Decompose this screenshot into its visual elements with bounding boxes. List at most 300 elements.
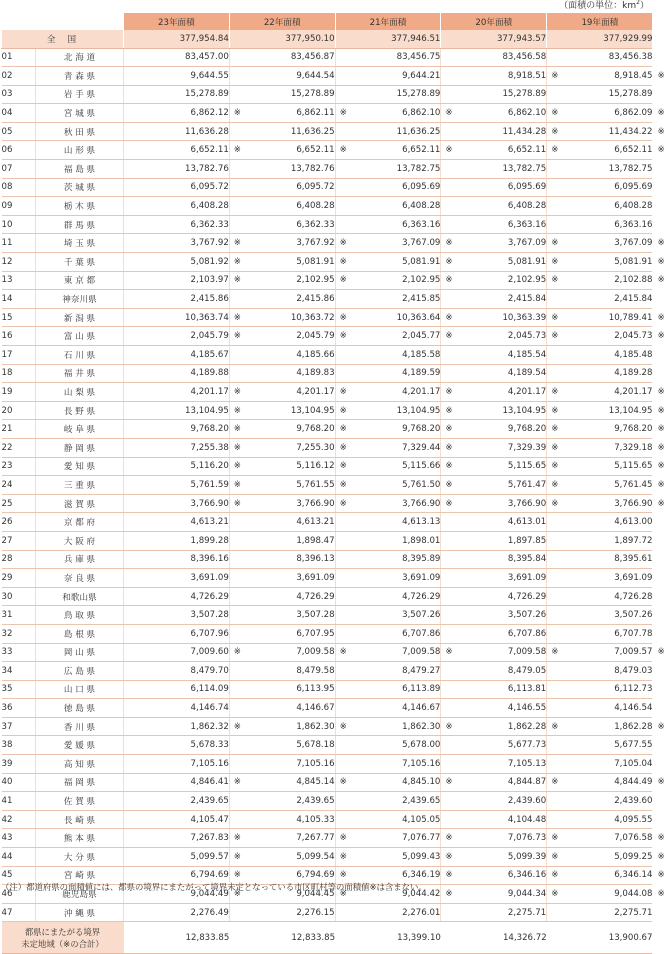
area-value-cell (441, 122, 559, 141)
area-value: 2,275.71 (507, 907, 547, 918)
area-value-cell (547, 476, 665, 495)
area-value-cell (229, 773, 347, 792)
area-value: 15,278.89 (608, 89, 653, 100)
area-value: 7,009.57 (614, 647, 653, 658)
area-value: 5,081.91 (614, 256, 653, 267)
area-value-cell (441, 550, 547, 569)
boundary-mark: ※ (551, 889, 559, 900)
boundary-mark: ※ (657, 461, 665, 472)
area-value: 7,329.44 (402, 442, 441, 453)
area-value: 7,105.16 (190, 758, 229, 769)
area-value-cell (547, 848, 665, 867)
table-row (2, 253, 653, 272)
area-value: 5,761.55 (296, 479, 335, 490)
area-value: 4,189.59 (402, 368, 441, 379)
boundary-mark: ※ (445, 442, 453, 453)
prefecture-name: 香 川 県 (36, 717, 124, 736)
area-value-cell (229, 606, 335, 625)
area-value-cell (229, 531, 335, 550)
area-value-cell (124, 122, 230, 141)
boundary-mark: ※ (657, 424, 665, 435)
prefecture-code: 18 (2, 364, 36, 383)
prefecture-code: 02 (2, 67, 36, 86)
area-value-cell (124, 643, 241, 662)
area-value-cell (124, 848, 241, 867)
area-value-cell (547, 736, 653, 755)
boundary-mark: ※ (233, 647, 241, 658)
area-value: 4,845.10 (402, 777, 441, 788)
area-value: 9,768.20 (402, 424, 441, 435)
area-value: 3,691.09 (614, 572, 653, 583)
area-value: 2,276.01 (402, 907, 441, 918)
boundary-mark: ※ (445, 145, 453, 156)
boundary-mark: ※ (233, 498, 241, 509)
area-value-cell (335, 420, 453, 439)
boundary-mark: ※ (551, 424, 559, 435)
boundary-mark: ※ (445, 275, 453, 286)
area-value-cell (335, 717, 453, 736)
area-value: 10,363.64 (396, 312, 441, 323)
boundary-mark: ※ (233, 238, 241, 249)
boundary-mark: ※ (445, 312, 453, 323)
area-value: 4,104.48 (507, 814, 547, 825)
area-value-cell (547, 48, 653, 67)
area-value-cell (229, 810, 335, 829)
boundary-mark: ※ (657, 442, 665, 453)
boundary-mark: ※ (339, 461, 347, 472)
prefecture-code: 23 (2, 457, 36, 476)
area-value: 1,862.28 (507, 721, 547, 732)
area-value-cell (441, 717, 559, 736)
area-value-cell (335, 513, 441, 532)
boundary-mark: ※ (657, 126, 665, 137)
national-total-label: 全国 (2, 30, 124, 48)
boundary-mark: ※ (233, 889, 241, 900)
boundary-mark: ※ (233, 461, 241, 472)
prefecture-area-table (1, 13, 665, 954)
area-value-cell (547, 773, 665, 792)
area-value: 3,766.90 (190, 498, 229, 509)
area-value: 7,255.38 (190, 442, 229, 453)
area-value-cell (547, 680, 653, 699)
area-value: 2,045.73 (507, 331, 547, 342)
boundary-mark: ※ (233, 145, 241, 156)
area-value: 2,415.86 (296, 294, 335, 305)
area-value: 6,346.16 (507, 870, 547, 881)
area-value: 13,104.95 (608, 405, 653, 416)
boundary-mark: ※ (551, 275, 559, 286)
area-value: 4,189.54 (507, 368, 547, 379)
prefecture-name: 北 海 道 (36, 48, 124, 67)
area-value-cell (124, 290, 230, 309)
area-value: 6,794.69 (296, 870, 335, 881)
area-value: 6,707.86 (507, 628, 547, 639)
boundary-mark: ※ (339, 442, 347, 453)
boundary-mark: ※ (233, 405, 241, 416)
area-value: 6,112.73 (614, 684, 653, 695)
area-value-cell (229, 290, 335, 309)
area-value-cell (124, 717, 241, 736)
boundary-mark: ※ (233, 721, 241, 732)
boundary-mark: ※ (339, 238, 347, 249)
area-value: 8,918.45 (614, 70, 653, 81)
area-value: 6,707.86 (402, 628, 441, 639)
area-value: 13,104.95 (502, 405, 547, 416)
area-value-cell (229, 624, 335, 643)
boundary-mark: ※ (233, 870, 241, 881)
boundary-mark: ※ (339, 498, 347, 509)
area-value-cell (441, 346, 547, 365)
area-value: 6,095.72 (190, 182, 229, 193)
boundary-value: 13,399.10 (335, 922, 441, 954)
table-row (2, 48, 653, 67)
boundary-mark: ※ (445, 833, 453, 844)
area-value: 8,479.27 (402, 665, 441, 676)
area-value: 7,105.04 (614, 758, 653, 769)
area-value: 8,479.05 (507, 665, 547, 676)
table-row (2, 587, 653, 606)
area-value: 7,329.39 (507, 442, 547, 453)
area-value-cell (124, 327, 241, 346)
area-value-cell (547, 438, 665, 457)
area-value: 4,844.49 (614, 777, 653, 788)
header-year-23: 23年面積 (124, 13, 230, 30)
area-value: 4,185.48 (614, 349, 653, 360)
table-row (2, 234, 653, 253)
area-value-cell (229, 85, 335, 104)
area-value-cell (229, 160, 335, 179)
area-value-cell (229, 197, 335, 216)
area-value: 5,081.91 (402, 256, 441, 267)
boundary-mark: ※ (551, 777, 559, 788)
boundary-mark: ※ (339, 833, 347, 844)
prefecture-code: 10 (2, 215, 36, 234)
area-value: 9,044.45 (296, 889, 335, 900)
area-value-cell (441, 903, 547, 922)
boundary-value: 13,900.67 (547, 922, 653, 954)
boundary-mark: ※ (339, 851, 347, 862)
area-value-cell (335, 327, 453, 346)
area-value-cell (441, 420, 559, 439)
boundary-mark: ※ (445, 498, 453, 509)
area-value-cell (335, 848, 453, 867)
table-row (2, 736, 653, 755)
area-value: 3,767.09 (507, 238, 547, 249)
boundary-mark: ※ (551, 108, 559, 119)
boundary-mark: ※ (233, 256, 241, 267)
area-value: 13,104.95 (396, 405, 441, 416)
prefecture-name: 秋 田 県 (36, 122, 124, 141)
area-value-cell (335, 550, 441, 569)
area-value: 1,862.30 (402, 721, 441, 732)
boundary-mark: ※ (657, 889, 665, 900)
total-value: 377,943.57 (441, 30, 547, 48)
area-value-cell (547, 160, 653, 179)
table-row (2, 773, 653, 792)
area-value-cell (547, 866, 665, 885)
area-value-cell (547, 587, 653, 606)
area-value-cell (229, 829, 347, 848)
area-value-cell (229, 550, 335, 569)
area-value-cell (229, 587, 335, 606)
table-row (2, 420, 653, 439)
prefecture-name: 青 森 県 (36, 67, 124, 86)
prefecture-name: 鹿児島県 (36, 885, 124, 904)
boundary-mark: ※ (339, 870, 347, 881)
area-value: 83,456.58 (502, 52, 547, 63)
area-value: 4,095.55 (614, 814, 653, 825)
boundary-mark: ※ (657, 312, 665, 323)
table-row (2, 401, 653, 420)
area-value-cell (547, 197, 653, 216)
table-row (2, 67, 653, 86)
prefecture-code: 22 (2, 438, 36, 457)
area-value: 83,457.00 (185, 52, 229, 63)
boundary-mark: ※ (445, 479, 453, 490)
area-value: 5,116.12 (296, 461, 335, 472)
table-row (2, 569, 653, 588)
area-value-cell (335, 197, 441, 216)
area-value: 6,707.95 (296, 628, 335, 639)
area-value: 8,395.61 (614, 554, 653, 565)
area-value-cell (441, 234, 559, 253)
area-value: 3,691.09 (296, 572, 335, 583)
area-value: 2,102.95 (402, 275, 441, 286)
table-row (2, 104, 653, 123)
area-value: 13,782.75 (502, 163, 547, 174)
area-value-cell (124, 85, 230, 104)
area-value-cell (547, 290, 653, 309)
area-value: 2,275.71 (614, 907, 653, 918)
area-value-cell (229, 438, 347, 457)
area-value: 4,201.17 (507, 386, 547, 397)
boundary-mark: ※ (551, 721, 559, 732)
prefecture-code: 11 (2, 234, 36, 253)
area-value-cell (124, 401, 241, 420)
prefecture-code: 29 (2, 569, 36, 588)
prefecture-name: 福 岡 県 (36, 773, 124, 792)
area-value: 7,076.77 (402, 833, 441, 844)
area-value-cell (229, 215, 335, 234)
area-value-cell (547, 67, 665, 86)
area-value: 7,076.58 (614, 833, 653, 844)
boundary-undetermined-label: 都県にまたがる境界 未定地域（※の合計） (2, 922, 124, 954)
area-value: 7,105.16 (296, 758, 335, 769)
boundary-mark: ※ (551, 70, 559, 81)
boundary-mark: ※ (657, 479, 665, 490)
boundary-mark: ※ (339, 386, 347, 397)
area-value: 3,766.90 (614, 498, 653, 509)
area-value-cell (335, 587, 441, 606)
area-value: 13,104.95 (185, 405, 229, 416)
boundary-mark: ※ (233, 424, 241, 435)
area-value-cell (335, 253, 453, 272)
area-value: 4,146.54 (614, 703, 653, 714)
area-value: 4,613.13 (402, 517, 441, 528)
area-value: 8,479.58 (296, 665, 335, 676)
area-value-cell (124, 234, 241, 253)
area-value-cell (441, 457, 559, 476)
area-value-cell (335, 122, 441, 141)
area-value: 3,507.28 (296, 610, 335, 621)
prefecture-code: 38 (2, 736, 36, 755)
area-value-cell (124, 141, 241, 160)
area-value-cell (441, 383, 559, 402)
area-value: 10,363.74 (185, 312, 229, 323)
boundary-mark: ※ (551, 647, 559, 658)
boundary-mark: ※ (233, 479, 241, 490)
area-value-cell (229, 699, 335, 718)
area-value-cell (441, 160, 547, 179)
area-value-cell (229, 346, 335, 365)
prefecture-name: 新 潟 県 (36, 308, 124, 327)
area-value-cell (124, 736, 230, 755)
area-value: 4,189.28 (614, 368, 653, 379)
area-value-cell (441, 792, 547, 811)
prefecture-name: 群 馬 県 (36, 215, 124, 234)
prefecture-code: 30 (2, 587, 36, 606)
area-value-cell (547, 271, 665, 290)
area-value-cell (441, 271, 559, 290)
area-value: 2,102.95 (507, 275, 547, 286)
prefecture-code: 08 (2, 178, 36, 197)
area-value-cell (335, 346, 441, 365)
prefecture-name: 岩 手 県 (36, 85, 124, 104)
area-value: 3,691.09 (402, 572, 441, 583)
area-value-cell (229, 792, 335, 811)
area-value-cell (335, 810, 441, 829)
area-value-cell (229, 680, 335, 699)
area-value-cell (124, 104, 241, 123)
area-value: 6,408.28 (190, 201, 229, 212)
boundary-mark: ※ (339, 647, 347, 658)
prefecture-name: 岐 阜 県 (36, 420, 124, 439)
boundary-mark: ※ (551, 833, 559, 844)
table-row (2, 85, 653, 104)
area-value-cell (229, 364, 335, 383)
area-value: 6,363.16 (402, 219, 441, 230)
area-value-cell (229, 476, 347, 495)
area-value: 2,045.79 (296, 331, 335, 342)
area-value: 3,766.90 (296, 498, 335, 509)
area-value: 2,415.85 (402, 294, 441, 305)
area-value: 9,644.55 (190, 70, 229, 81)
area-value: 4,844.87 (507, 777, 547, 788)
area-value: 4,146.55 (507, 703, 547, 714)
area-value-cell (229, 327, 347, 346)
area-value: 2,102.95 (296, 275, 335, 286)
area-value: 6,095.69 (507, 182, 547, 193)
prefecture-code: 05 (2, 122, 36, 141)
table-row (2, 829, 653, 848)
area-value: 3,767.09 (402, 238, 441, 249)
area-value: 11,434.28 (502, 126, 547, 137)
area-value: 4,201.17 (190, 386, 229, 397)
area-value: 4,613.00 (614, 517, 653, 528)
area-value: 7,267.83 (190, 833, 229, 844)
area-value: 4,189.88 (190, 368, 229, 379)
area-value: 7,076.73 (507, 833, 547, 844)
area-value-cell (547, 531, 653, 550)
boundary-mark: ※ (657, 721, 665, 732)
prefecture-code: 01 (2, 48, 36, 67)
prefecture-code: 36 (2, 699, 36, 718)
area-value: 83,456.38 (608, 52, 653, 63)
area-value: 1,897.85 (507, 535, 547, 546)
area-value: 6,113.89 (402, 684, 441, 695)
prefecture-code: 33 (2, 643, 36, 662)
area-value: 2,439.65 (190, 796, 229, 807)
boundary-mark: ※ (339, 424, 347, 435)
area-value: 9,768.20 (507, 424, 547, 435)
area-value-cell (547, 104, 665, 123)
prefecture-name: 石 川 県 (36, 346, 124, 365)
boundary-mark: ※ (339, 405, 347, 416)
area-value: 3,766.90 (507, 498, 547, 509)
area-value-cell (547, 885, 665, 904)
area-value: 6,862.10 (402, 108, 441, 119)
boundary-mark: ※ (339, 479, 347, 490)
boundary-mark: ※ (339, 331, 347, 342)
area-value: 6,652.11 (296, 145, 335, 156)
area-value-cell (441, 606, 547, 625)
area-value-cell (547, 420, 665, 439)
prefecture-code: 41 (2, 792, 36, 811)
table-row (2, 699, 653, 718)
area-value: 8,918.51 (507, 70, 547, 81)
area-value: 5,081.91 (296, 256, 335, 267)
area-value-cell (547, 624, 653, 643)
boundary-mark: ※ (445, 777, 453, 788)
boundary-mark: ※ (445, 870, 453, 881)
prefecture-name: 高 知 県 (36, 755, 124, 774)
prefecture-code: 46 (2, 885, 36, 904)
area-value-cell (335, 643, 453, 662)
area-value: 13,782.76 (185, 163, 229, 174)
boundary-mark: ※ (233, 833, 241, 844)
area-value-cell (547, 122, 665, 141)
area-value-cell (441, 643, 559, 662)
area-value-cell (229, 122, 335, 141)
area-value-cell (124, 178, 230, 197)
area-value-cell (335, 234, 453, 253)
area-value: 4,726.29 (190, 591, 229, 602)
table-row (2, 624, 653, 643)
area-value: 2,439.65 (402, 796, 441, 807)
area-value-cell (229, 271, 347, 290)
area-value-cell (124, 513, 230, 532)
table-row (2, 810, 653, 829)
area-value-cell (441, 308, 559, 327)
area-value: 6,113.95 (296, 684, 335, 695)
area-value-cell (335, 48, 441, 67)
boundary-mark: ※ (445, 851, 453, 862)
area-value: 6,862.11 (296, 108, 335, 119)
area-value: 8,396.13 (296, 554, 335, 565)
boundary-mark: ※ (445, 461, 453, 472)
prefecture-name: 宮 崎 県 (36, 866, 124, 885)
area-value: 4,146.67 (296, 703, 335, 714)
area-value: 1,898.47 (296, 535, 335, 546)
boundary-mark: ※ (657, 498, 665, 509)
boundary-mark: ※ (445, 424, 453, 435)
header-blank (2, 13, 124, 30)
area-value: 83,456.87 (290, 52, 335, 63)
area-value-cell (229, 717, 347, 736)
area-value: 5,677.73 (507, 740, 547, 751)
area-value: 6,652.11 (614, 145, 653, 156)
total-value: 377,950.10 (229, 30, 335, 48)
